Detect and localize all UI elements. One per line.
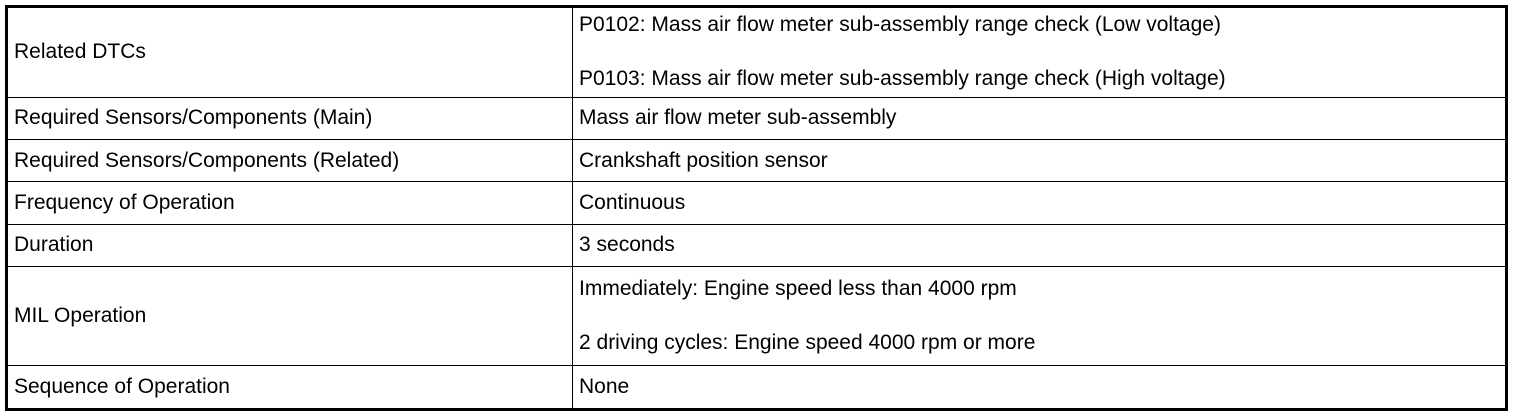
mil-line: Immediately: Engine speed less than 4000 rpm — [579, 276, 1017, 300]
table-row-sensors-related — [7, 139, 1507, 181]
dtc-line: P0103: Mass air flow meter sub-assembly range check (High voltage) — [579, 67, 1226, 91]
row-value — [573, 266, 1507, 365]
row-label: Required Sensors/Components (Related) — [7, 139, 573, 181]
row-label: Sequence of Operation — [7, 365, 573, 409]
table-row-mil-operation — [7, 266, 1507, 365]
monitor-spec-table — [5, 5, 1508, 411]
row-label: Related DTCs — [7, 7, 573, 98]
row-value: None — [573, 365, 1507, 409]
row-label: MIL Operation — [7, 266, 573, 365]
dtc-line: P0102: Mass air flow meter sub-assembly range check (Low voltage) — [579, 13, 1221, 37]
table-row-related-dtcs — [7, 7, 1507, 98]
row-label: Required Sensors/Components (Main) — [7, 97, 573, 139]
row-value: Continuous — [573, 182, 1507, 224]
table-row-sequence — [7, 365, 1507, 409]
table-row-frequency — [7, 182, 1507, 224]
row-value: Crankshaft position sensor — [573, 139, 1507, 181]
row-value: 3 seconds — [573, 224, 1507, 266]
mil-line: 2 driving cycles: Engine speed 4000 rpm or more — [579, 330, 1036, 354]
row-value: Mass air flow meter sub-assembly — [573, 97, 1507, 139]
row-label: Frequency of Operation — [7, 182, 573, 224]
row-value — [573, 7, 1507, 98]
row-label: Duration — [7, 224, 573, 266]
table-row-duration — [7, 224, 1507, 266]
table-row-sensors-main — [7, 97, 1507, 139]
